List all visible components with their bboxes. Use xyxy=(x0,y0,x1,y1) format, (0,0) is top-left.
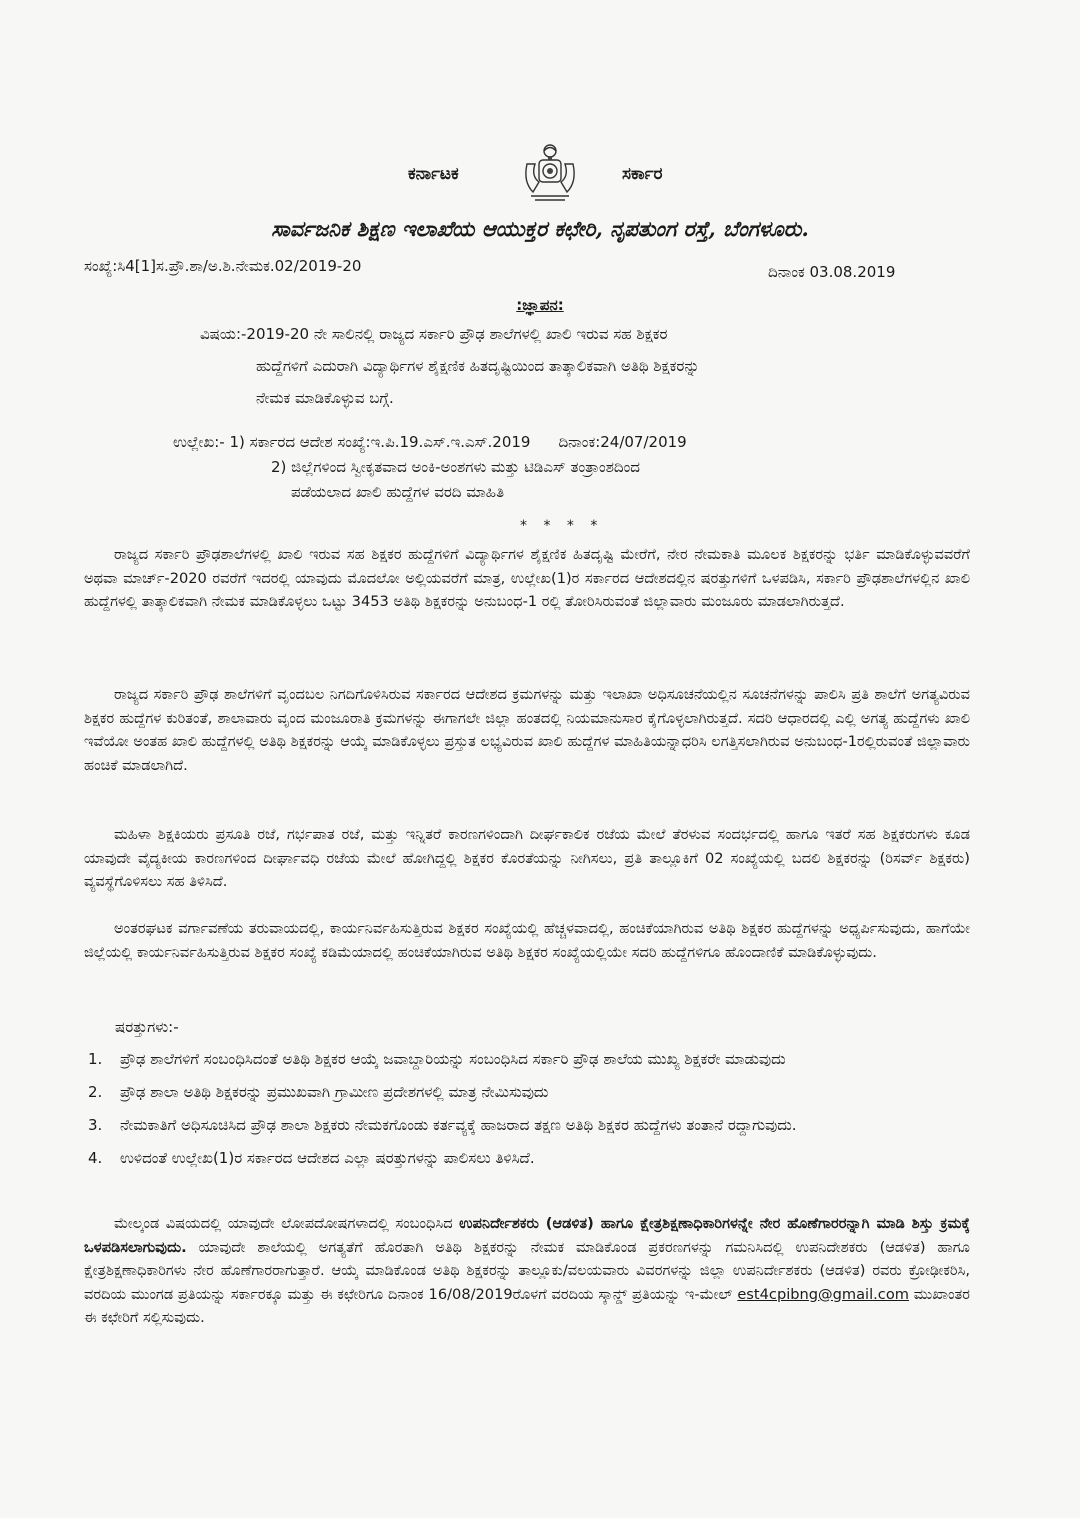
subject-line-1: ವಿಷಯ:-2019-20 ನೇ ಸಾಲಿನಲ್ಲಿ ರಾಜ್ಯದ ಸರ್ಕಾರಿ ಪ್ರೌಢ ಶಾಲೆಗಳಲ್ಲಿ ಖಾಲಿ ಇರುವ ಸಹ ಶಿಕ್ಷಕರ xyxy=(200,325,668,343)
references-block xyxy=(173,430,973,505)
closing-paragraph: ಮೇಲ್ಕಂಡ ವಿಷಯದಲ್ಲಿ ಯಾವುದೇ ಲೋಪದೋಷಗಳಾದಲ್ಲಿ ಸಂಬಂಧಿಸಿದ ಉಪನಿರ್ದೇಶಕರು (ಆಡಳಿತ) ಹಾಗೂ ಕ್ಷೇತ್ರಶಿಕ್ಷಣಾಧಿಕಾರಿಗಳನ್ನೇ ನೇರ ಹೊಣೆಗಾರರನ್ನಾಗಿ ಮಾಡಿ ಶಿಸ್ತು ಕ್ರಮಕ್ಕೆ ಒಳಪಡಿಸಲಾಗುವುದು. ಯಾವುದೇ ಶಾಲೆಯಲ್ಲಿ ಅಗತ್ಯತೆಗೆ ಹೊರತಾಗಿ ಅತಿಥಿ ಶಿಕ್ಷಕರನ್ನು ನೇಮಕ ಮಾಡಿಕೊಂಡ ಪ್ರಕರಣಗಳನ್ನು ಗಮನಿಸಿದಲ್ಲಿ ಉಪನಿದೇಶಕರು (ಆಡಳಿತ) ಹಾಗೂ ಕ್ಷೇತ್ರಶಿಕ್ಷಣಾಧಿಕಾರಿಗಳು ನೇರ ಹೊಣೆಗಾರರಾಗುತ್ತಾರೆ. ಆಯ್ಕೆ ಮಾಡಿಕೊಂಡ ಅತಿಥಿ ಶಿಕ್ಷಕರನ್ನು ತಾಲ್ಲೂಕು/ವಲಯವಾರು ವಿವರಗಳನ್ನು ಜಿಲ್ಲಾ ಉಪನಿರ್ದೇಶಕರು (ಆಡಳಿತ) ರವರು ಕ್ರೋಢೀಕರಿಸಿ, ವರದಿಯ ಮುಂಗಡ ಪ್ರತಿಯನ್ನು ಸರ್ಕಾರಕ್ಕೂ ಮತ್ತು ಈ ಕಛೇರಿಗೂ ದಿನಾಂಕ 16/08/2019ರೊಳಗೆ ವರದಿಯ ಸ್ಕಾನ್ಡ್ ಪ್ರತಿಯನ್ನು ಇ-ಮೇಲ್ est4cpibng@gmail.com ಮುಖಾಂತರ ಈ ಕಛೇರಿಗೆ ಸಲ್ಲಿಸುವುದು. xyxy=(84,1215,970,1326)
paragraph-3: ಮಹಿಳಾ ಶಿಕ್ಷಕಿಯರು ಪ್ರಸೂತಿ ರಜೆ, ಗರ್ಭಪಾತ ರಜೆ, ಮತ್ತು ಇನ್ನಿತರೆ ಕಾರಣಗಳಿಂದಾಗಿ ದೀರ್ಘಕಾಲಿಕ ರಜೆಯ ಮೇಲೆ ತೆರಳುವ ಸಂದರ್ಭದಲ್ಲಿ ಹಾಗೂ ಇತರೆ ಸಹ ಶಿಕ್ಷಕರುಗಳು ಕೂಡ ಯಾವುದೇ ವೈದ್ಯಕೀಯ ಕಾರಣಗಳಿಂದ ದೀರ್ಘಾವಧಿ ರಜೆಯ ಮೇಲೆ ಹೋಗಿದ್ದಲ್ಲಿ ಶಿಕ್ಷಕರ ಕೊರತೆಯನ್ನು ನೀಗಿಸಲು, ಪ್ರತಿ ತಾಲ್ಲೂಕಿಗೆ 02 ಸಂಖ್ಯೆಯಲ್ಲಿ ಬದಲಿ ಶಿಕ್ಷಕರನ್ನು (ರಿಸರ್ವ್ ಶಿಕ್ಷಕರು) ವ್ಯವಸ್ಥೆಗೊಳಿಸಲು ಸಹ ತಿಳಿಸಿದೆ. xyxy=(84,826,970,890)
separator: * * * * xyxy=(520,518,604,534)
conditions-title: ಷರತ್ತುಗಳು:- xyxy=(115,1018,179,1036)
subject-line-2: ಹುದ್ದೆಗಳಿಗೆ ಎದುರಾಗಿ ವಿದ್ಯಾರ್ಥಿಗಳ ಶೈಕ್ಷಣಿಕ ಹಿತದೃಷ್ಟಿಯಿಂದ ತಾತ್ಕಾಲಿಕವಾಗಿ ಅತಿಥಿ ಶಿಕ್ಷಕರನ್ನು xyxy=(256,357,700,375)
document-date: ದಿನಾಂಕ 03.08.2019 xyxy=(768,263,896,281)
condition-item: 1. ಪ್ರೌಢ ಶಾಲೆಗಳಿಗೆ ಸಂಬಂಧಿಸಿದಂತೆ ಅತಿಥಿ ಶಿಕ್ಷಕರ ಆಯ್ಕೆ ಜವಾಬ್ದಾರಿಯನ್ನು ಸಂಬಂಧಿಸಿದ ಸರ್ಕಾರಿ ಪ್ರೌಢ ಶಾಲೆಯ ಮುಖ್ಯ ಶಿಕ್ಷಕರೇ ಮಾಡುವುದು xyxy=(88,1050,786,1068)
paragraph-2: ರಾಜ್ಯದ ಸರ್ಕಾರಿ ಪ್ರೌಢ ಶಾಲೆಗಳಿಗೆ ವೃಂದಬಲ ನಿಗದಿಗೊಳಿಸಿರುವ ಸರ್ಕಾರದ ಆದೇಶದ ಕ್ರಮಗಳನ್ನು ಮತ್ತು ಇಲಾಖಾ ಅಧಿಸೂಚನೆಯಲ್ಲಿನ ಸೂಚನೆಗಳನ್ನು ಪಾಲಿಸಿ ಪ್ರತಿ ಶಾಲೆಗೆ ಅಗತ್ಯವಿರುವ ಶಿಕ್ಷಕರ ಹುದ್ದೆಗಳ ಕುರಿತಂತೆ, ಶಾಲಾವಾರು ವೃಂದ ಮಂಜೂರಾತಿ ಕ್ರಮಗಳನ್ನು ಈಗಾಗಲೇ ಜಿಲ್ಲಾ ಹಂತದಲ್ಲಿ ನಿಯಮಾನುಸಾರ ಕೈಗೊಳ್ಳಲಾಗಿರುತ್ತದೆ. ಸದರಿ ಆಧಾರದಲ್ಲಿ ಎಲ್ಲಿ ಅಗತ್ಯ ಹುದ್ದೆಗಳು ಖಾಲಿ ಇವೆಯೋ ಅಂತಹ ಖಾಲಿ ಹುದ್ದೆಗಳಲ್ಲಿ ಅತಿಥಿ ಶಿಕ್ಷಕರನ್ನು ಆಯ್ಕೆ ಮಾಡಿಕೊಳ್ಳಲು ಪ್ರಸ್ತುತ ಲಭ್ಯವಿರುವ ಖಾಲಿ ಹುದ್ದೆಗಳ ಮಾಹಿತಿಯನ್ನಾಧರಿಸಿ ಲಗತ್ತಿಸಲಾಗಿರುವ ಅನುಬಂಧ-1ರಲ್ಲಿರುವಂತೆ ಜಿಲ್ಲಾವಾರು ಹಂಚಿಕೆ ಮಾಡಲಾಗಿದೆ. xyxy=(84,686,970,774)
state-emblem-icon xyxy=(521,142,579,204)
office-title: ಸಾರ್ವಜನಿಕ ಶಿಕ್ಷಣ ಇಲಾಖೆಯ ಆಯುಕ್ತರ ಕಛೇರಿ, ನೃಪತುಂಗ ರಸ್ತೆ, ಬೆಂಗಳೂರು. xyxy=(271,216,809,241)
condition-item: 4. ಉಳಿದಂತೆ ಉಲ್ಲೇಖ(1)ರ ಸರ್ಕಾರದ ಆದೇಶದ ಎಲ್ಲಾ ಷರತ್ತುಗಳನ್ನು ಪಾಲಿಸಲು ತಿಳಿಸಿದೆ. xyxy=(88,1149,535,1167)
paragraph-1: ರಾಜ್ಯದ ಸರ್ಕಾರಿ ಪ್ರೌಢಶಾಲೆಗಳಲ್ಲಿ ಖಾಲಿ ಇರುವ ಸಹ ಶಿಕ್ಷಕರ ಹುದ್ದೆಗಳಿಗೆ ವಿದ್ಯಾರ್ಥಿಗಳ ಶೈಕ್ಷಣಿಕ ಹಿತದೃಷ್ಟಿ ಮೇರೆಗೆ, ನೇರ ನೇಮಕಾತಿ ಮೂಲಕ ಶಿಕ್ಷಕರನ್ನು ಭರ್ತಿ ಮಾಡಿಕೊಳ್ಳುವವರೆಗೆ ಅಥವಾ ಮಾರ್ಚ್-2020 ರವರೆಗೆ ಇದರಲ್ಲಿ ಯಾವುದು ಮೊದಲೋ ಅಲ್ಲಿಯವರೆಗೆ ಮಾತ್ರ, ಉಲ್ಲೇಖ(1)ರ ಸರ್ಕಾರದ ಆದೇಶದಲ್ಲಿನ ಷರತ್ತುಗಳಿಗೆ ಒಳಪಡಿಸಿ, ಸರ್ಕಾರಿ ಪ್ರೌಢಶಾಲೆಗಳಲ್ಲಿನ ಖಾಲಿ ಹುದ್ದೆಗಳಲ್ಲಿ ತಾತ್ಕಾಲಿಕವಾಗಿ ನೇಮಕ ಮಾಡಿಕೊಳ್ಳಲು ಒಟ್ಟು 3453 ಅತಿಥಿ ಶಿಕ್ಷಕರನ್ನು ಅನುಬಂಧ-1 ರಲ್ಲಿ ತೋರಿಸಿರುವಂತೆ ಜಿಲ್ಲಾವಾರು ಮಂಜೂರು ಮಾಡಲಾಗಿರುತ್ತದೆ. xyxy=(84,546,970,610)
subject-line-3: ನೇಮಕ ಮಾಡಿಕೊಳ್ಳುವ ಬಗ್ಗೆ. xyxy=(256,389,394,407)
email-link[interactable]: est4cpibng@gmail.com xyxy=(737,1285,909,1303)
subject-block xyxy=(200,318,980,414)
reference-line-1: ಉಲ್ಲೇಖ:- 1) ಸರ್ಕಾರದ ಆದೇಶ ಸಂಖ್ಯೆ:ಇ.ಪಿ.19.ಎಸ್.ಇ.ಎಸ್.2019 xyxy=(173,433,531,451)
condition-item: 3. ನೇಮಕಾತಿಗೆ ಅಧಿಸೂಚಿಸಿದ ಪ್ರೌಢ ಶಾಲಾ ಶಿಕ್ಷಕರು ನೇಮಕಗೊಂಡು ಕರ್ತವ್ಯಕ್ಕೆ ಹಾಜರಾದ ತಕ್ಷಣ ಅತಿಥಿ ಶಿಕ್ಷಕರ ಹುದ್ದೆಗಳು ತಂತಾನೆ ರದ್ದಾಗುವುದು. xyxy=(88,1116,797,1134)
reference-line-1-date: ದಿನಾಂಕ:24/07/2019 xyxy=(558,433,687,451)
paragraph-4: ಅಂತರಘಟಕ ವರ್ಗಾವಣೆಯ ತರುವಾಯದಲ್ಲಿ, ಕಾರ್ಯನಿರ್ವಹಿಸುತ್ತಿರುವ ಶಿಕ್ಷಕರ ಸಂಖ್ಯೆಯಲ್ಲಿ ಹೆಚ್ಚಳವಾದಲ್ಲಿ, ಹಂಚಿಕೆಯಾಗಿರುವ ಅತಿಥಿ ಶಿಕ್ಷಕರ ಹುದ್ದೆಗಳನ್ನು ಅಧ್ಯರ್ಪಿಸುವುದು, ಹಾಗೆಯೇ ಜಿಲ್ಲೆಯಲ್ಲಿ ಕಾರ್ಯನಿರ್ವಹಿಸುತ್ತಿರುವ ಶಿಕ್ಷಕರ ಸಂಖ್ಯೆ ಕಡಿಮೆಯಾದಲ್ಲಿ ಹಂಚಿಕೆಯಾಗಿರುವ ಅತಿಥಿ ಶಿಕ್ಷಕರ ಸಂಖ್ಯೆಯಲ್ಲಿಯೇ ಸದರಿ ಹುದ್ದೆಗಳಿಗೂ ಹೊಂದಾಣಿಕೆ ಮಾಡಿಕೊಳ್ಳುವುದು. xyxy=(84,920,971,961)
condition-item: 2. ಪ್ರೌಢ ಶಾಲಾ ಅತಿಥಿ ಶಿಕ್ಷಕರನ್ನು ಪ್ರಮುಖವಾಗಿ ಗ್ರಾಮೀಣ ಪ್ರದೇಶಗಳಲ್ಲಿ ಮಾತ್ರ ನೇಮಿಸುವುದು xyxy=(88,1083,549,1101)
letterhead xyxy=(0,142,1080,204)
reference-line-2: 2) ಜಿಲ್ಲೆಗಳಿಂದ ಸ್ವೀಕೃತವಾದ ಅಂಕಿ-ಅಂಶಗಳು ಮತ್ತು ಟಿಡಿಎಸ್ ತಂತ್ರಾಂಶದಿಂದ xyxy=(271,458,640,476)
state-name-left: ಕರ್ನಾಟಕ xyxy=(408,164,459,184)
state-name-right: ಸರ್ಕಾರ xyxy=(622,164,663,184)
responsibility-note: ಉಪನಿರ್ದೇಶಕರು (ಆಡಳಿತ) ಹಾಗೂ ಕ್ಷೇತ್ರಶಿಕ್ಷಣಾಧಿಕಾರಿಗಳನ್ನೇ ನೇರ ಹೊಣೆಗಾರರನ್ನಾಗಿ ಮಾಡಿ ಶಿಸ್ತು ಕ್ರಮಕ್ಕೆ ಒಳಪಡಿಸಲಾಗುವುದು. xyxy=(84,1215,970,1256)
reference-number: ಸಂಖ್ಯೆ:ಸಿ4[1]ಸ.ಪ್ರೌ.ಶಾ/ಅ.ಶಿ.ನೇಮಕ.02/2019-20 xyxy=(84,257,362,275)
conditions-list xyxy=(88,1046,968,1178)
memo-title: :ಜ್ಞಾಪನ: xyxy=(516,296,564,314)
reference-line-3: ಪಡೆಯಲಾದ ಖಾಲಿ ಹುದ್ದೆಗಳ ವರದಿ ಮಾಹಿತಿ xyxy=(291,483,505,501)
